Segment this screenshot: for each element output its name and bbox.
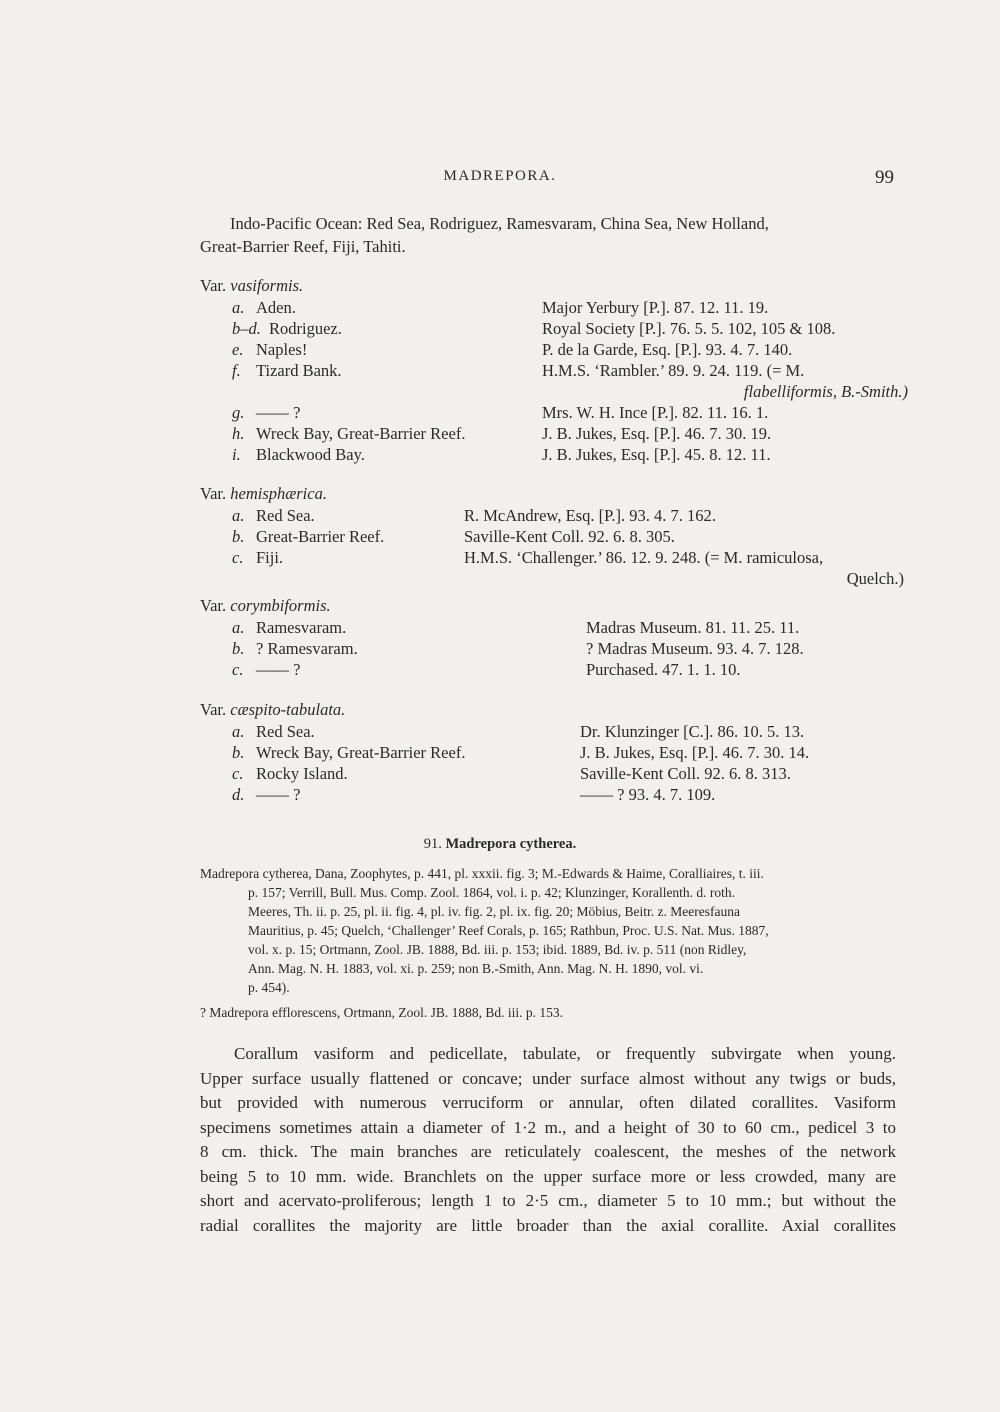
- specimen-locality: —— ?: [256, 660, 301, 679]
- specimen-source: Madras Museum. 81. 11. 25. 11.: [586, 618, 800, 637]
- variety-block-corymbiformis: [200, 594, 920, 680]
- specimen-locality: ? Ramesvaram.: [256, 639, 358, 658]
- description-line: specimens sometimes attain a diameter of 1·2 m., and a height of 30 to 60 cm., pedicel 3 to: [200, 1117, 896, 1137]
- specimen-source: Royal Society [P.]. 76. 5. 5. 102, 105 & 108.: [542, 319, 836, 338]
- specimen-source: H.M.S. ‘Rambler.’ 89. 9. 24. 119. (= M.: [542, 361, 805, 380]
- specimen-row: [200, 297, 920, 318]
- variety-name: corymbiformis.: [230, 596, 331, 615]
- variety-name: cæspito-tabulata.: [230, 700, 346, 719]
- specimen-row: [200, 444, 920, 465]
- specimen-row: [200, 742, 920, 763]
- specimen-letter: b–d.: [232, 319, 261, 338]
- variety-name: hemisphærica.: [230, 484, 327, 503]
- specimen-letter: a.: [232, 506, 245, 525]
- specimen-locality: Ramesvaram.: [256, 618, 347, 637]
- specimen-source: —— ? 93. 4. 7. 109.: [580, 785, 716, 804]
- description-line: Corallum vasiform and pedicellate, tabulate, or frequently subvirgate when young.: [234, 1044, 896, 1063]
- specimen-row: [200, 547, 920, 568]
- synonymy-line: Mauritius, p. 45; Quelch, ‘Challenger’ Reef Corals, p. 165; Rathbun, Proc. U.S. Nat. Mus. 1887,: [248, 923, 769, 938]
- species-number: 91.: [423, 836, 442, 852]
- description-line: being 5 to 10 mm. wide. Branchlets on the upper surface more or less crowded, many are: [200, 1166, 896, 1186]
- specimen-source: Purchased. 47. 1. 1. 10.: [586, 660, 741, 679]
- specimen-source: R. McAndrew, Esq. [P.]. 93. 4. 7. 162.: [464, 506, 716, 525]
- specimen-letter: c.: [232, 548, 244, 567]
- specimen-locality: Fiji.: [256, 548, 284, 567]
- synonymy-line: p. 157; Verrill, Bull. Mus. Comp. Zool. 1864, vol. i. p. 42; Klunzinger, Korallenth. d. roth.: [248, 885, 736, 900]
- description-line: short and acervato-proliferous; length 1 to 2·5 cm., diameter 5 to 10 mm.; but without the: [200, 1191, 896, 1210]
- specimen-letter: a.: [232, 298, 245, 317]
- synonymy-entry: [200, 864, 900, 997]
- specimen-row: [200, 659, 920, 680]
- description-line: Upper surface usually flattened or concave; under surface almost without any twigs or buds,: [200, 1068, 896, 1088]
- variety-title: Var. vasiformis.: [200, 276, 304, 295]
- specimen-row: [200, 360, 920, 381]
- distribution-paragraph: [200, 212, 900, 258]
- distribution-line: Great-Barrier Reef, Fiji, Tahiti.: [200, 237, 406, 256]
- specimen-row: [200, 617, 920, 638]
- specimen-source: Mrs. W. H. Ince [P.]. 82. 11. 16. 1.: [542, 403, 769, 422]
- specimen-letter: a.: [232, 722, 245, 741]
- specimen-source: J. B. Jukes, Esq. [P.]. 46. 7. 30. 14.: [580, 743, 810, 762]
- synonymy-line: Ann. Mag. N. H. 1883, vol. xi. p. 259; non B.-Smith, Ann. Mag. N. H. 1890, vol. vi.: [248, 961, 704, 976]
- synonymy-line: p. 454).: [248, 980, 290, 995]
- specimen-letter: d.: [232, 785, 245, 804]
- specimen-row: [200, 339, 920, 360]
- specimen-letter: a.: [232, 618, 245, 637]
- specimen-letter: h.: [232, 424, 245, 443]
- specimen-locality: Red Sea.: [256, 506, 315, 525]
- specimen-letter: b.: [232, 639, 245, 658]
- specimen-letter: g.: [232, 403, 245, 422]
- specimen-source: Major Yerbury [P.]. 87. 12. 11. 19.: [542, 298, 769, 317]
- specimen-row: [200, 721, 920, 742]
- specimen-locality: Red Sea.: [256, 722, 315, 741]
- variety-block-vasiformis: [200, 274, 920, 465]
- specimen-row: [200, 423, 920, 444]
- specimen-row: [200, 402, 920, 423]
- specimen-locality: Wreck Bay, Great-Barrier Reef.: [256, 743, 466, 762]
- synonymy-line: Madrepora cytherea, Dana, Zoophytes, p. 441, pl. xxxii. fig. 3; M.-Edwards & Haime, Coralliaires, t. iii.: [200, 866, 764, 881]
- distribution-line: Indo-Pacific Ocean: Red Sea, Rodriguez, Ramesvaram, China Sea, New Holland,: [230, 214, 769, 233]
- specimen-letter: f.: [232, 361, 241, 380]
- specimen-locality: Aden.: [256, 298, 296, 317]
- species-name: Madrepora cytherea.: [445, 836, 577, 852]
- specimen-locality: Great-Barrier Reef.: [256, 527, 385, 546]
- specimen-row: [200, 784, 920, 805]
- specimen-source: J. B. Jukes, Esq. [P.]. 45. 8. 12. 11.: [542, 445, 771, 464]
- specimen-locality: Blackwood Bay.: [256, 445, 365, 464]
- page-number: 99: [875, 167, 894, 188]
- specimen-letter: c.: [232, 764, 244, 783]
- specimen-letter: b.: [232, 743, 245, 762]
- specimen-continuation: flabelliformis, B.-Smith.): [743, 382, 908, 401]
- variety-title: Var. cæspito-tabulata.: [200, 700, 346, 719]
- synonymy-entry: [200, 1003, 900, 1022]
- specimen-locality: Tizard Bank.: [256, 361, 342, 380]
- synonymy-line: ? Madrepora efflorescens, Ortmann, Zool. JB. 1888, Bd. iii. p. 153.: [200, 1005, 564, 1020]
- description-line: radial corallites the majority are little broader than the axial corallite. Axial corallites: [200, 1215, 896, 1235]
- page-header: [0, 168, 1000, 192]
- specimen-row: [200, 526, 920, 547]
- species-heading: [0, 836, 1000, 853]
- specimen-letter: c.: [232, 660, 244, 679]
- specimen-locality: Naples!: [256, 340, 308, 359]
- specimen-locality: Rocky Island.: [256, 764, 348, 783]
- specimen-row: [200, 638, 920, 659]
- specimen-locality: Rodriguez.: [269, 319, 342, 338]
- specimen-source: J. B. Jukes, Esq. [P.]. 46. 7. 30. 19.: [542, 424, 772, 443]
- specimen-source: P. de la Garde, Esq. [P.]. 93. 4. 7. 140.: [542, 340, 793, 359]
- specimen-source: H.M.S. ‘Challenger.’ 86. 12. 9. 248. (= M. ramiculosa,: [464, 548, 824, 567]
- synonymy-line: Meeres, Th. ii. p. 25, pl. ii. fig. 4, pl. iv. fig. 2, pl. ix. fig. 20; Möbius, Beitr. z. Meeresfauna: [248, 904, 740, 919]
- variety-name: vasiformis.: [230, 276, 304, 295]
- specimen-locality: —— ?: [256, 785, 301, 804]
- specimen-row: [200, 505, 920, 526]
- variety-title: Var. corymbiformis.: [200, 596, 331, 615]
- specimen-letter: b.: [232, 527, 245, 546]
- variety-block-hemisphaerica: [200, 482, 920, 589]
- running-title: MADREPORA.: [443, 168, 557, 184]
- description-line: but provided with numerous verruciform or annular, often dilated corallites. Vasiform: [200, 1093, 896, 1112]
- specimen-row: [200, 763, 920, 784]
- specimen-letter: i.: [232, 445, 241, 464]
- specimen-row: [200, 318, 920, 339]
- specimen-source: Saville-Kent Coll. 92. 6. 8. 305.: [464, 527, 675, 546]
- specimen-letter: e.: [232, 340, 244, 359]
- description-paragraph: [200, 1042, 896, 1238]
- specimen-locality: Wreck Bay, Great-Barrier Reef.: [256, 424, 466, 443]
- specimen-source: ? Madras Museum. 93. 4. 7. 128.: [586, 639, 804, 658]
- variety-title: Var. hemisphærica.: [200, 484, 327, 503]
- specimen-source: Saville-Kent Coll. 92. 6. 8. 313.: [580, 764, 791, 783]
- specimen-locality: —— ?: [256, 403, 301, 422]
- specimen-source: Dr. Klunzinger [C.]. 86. 10. 5. 13.: [580, 722, 805, 741]
- specimen-continuation: Quelch.): [846, 569, 904, 588]
- description-line: 8 cm. thick. The main branches are reticulately coalescent, the meshes of the network: [200, 1142, 896, 1161]
- variety-block-caespito-tabulata: [200, 698, 920, 805]
- synonymy-line: vol. x. p. 15; Ortmann, Zool. JB. 1888, Bd. iii. p. 153; ibid. 1889, Bd. iv. p. 511 (non Ridley,: [248, 942, 747, 957]
